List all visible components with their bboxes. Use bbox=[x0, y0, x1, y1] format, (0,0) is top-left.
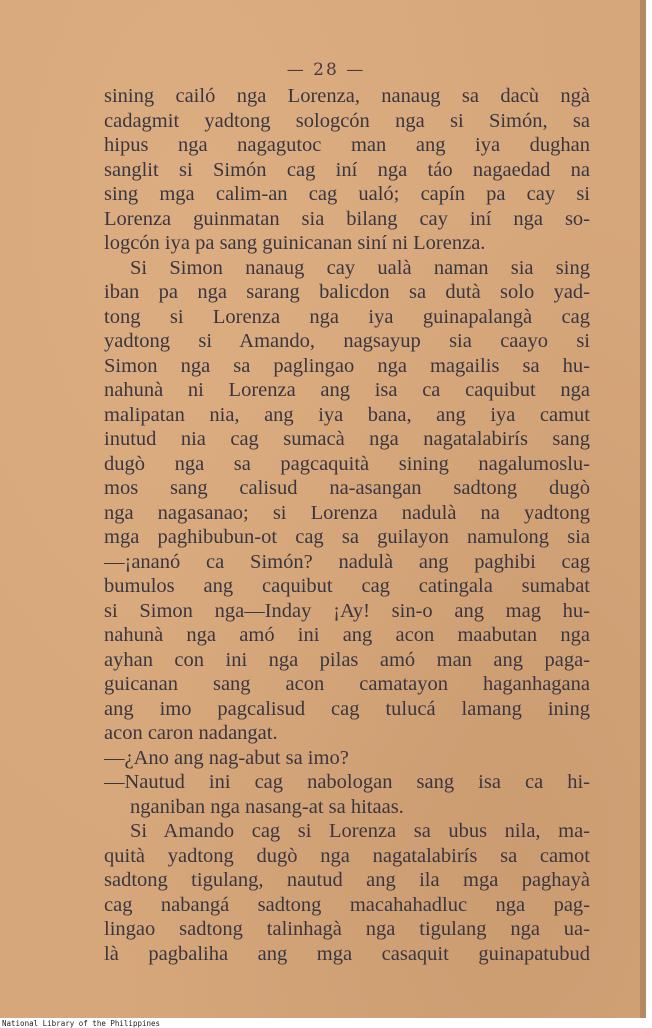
text-line: sadtong tigulang, nautud ang ila mga paghayà bbox=[104, 869, 590, 891]
text-line: lingao sadtong talinhagà nga tigulang nga ua- bbox=[104, 918, 590, 940]
text-line: malipatan nia, ang iya bana, ang iya camut bbox=[104, 403, 590, 426]
text-line: hipus nga nagagutoc man ang iya dughan bbox=[104, 134, 590, 156]
text-line: ang imo pagcalisud cag tulucá lamang ining bbox=[104, 697, 590, 720]
text-line: —¡ananó ca Simón? nadulà ang paghibi cag bbox=[104, 550, 590, 573]
text-line: là pagbaliha ang mga casaquit guinapatubud bbox=[104, 942, 590, 965]
text-line: nga nagasanao; si Lorenza nadulà na yadtong bbox=[104, 501, 590, 524]
text-line: —Nautud ini cag nabologan sang isa ca hi- bbox=[104, 771, 590, 793]
text-line: Si Simon nanaug cay ualà naman sia sing bbox=[130, 256, 590, 279]
text-line: cadagmit yadtong sologcón nga si Simón, sa bbox=[104, 109, 590, 132]
text-line: sining cailó nga Lorenza, nanaug sa dacù ngà bbox=[104, 85, 590, 107]
text-line: nahunà nga amó ini ang acon maabutan nga bbox=[104, 624, 590, 646]
library-credit: National Library of the Philippines bbox=[2, 1019, 161, 1028]
text-line: Lorenza guinmatan sia bilang cay iní nga so- bbox=[104, 207, 590, 230]
text-line: dugò nga sa pagcaquità sining nagalumoslu- bbox=[104, 452, 590, 475]
text-line: quità yadtong dugò nga nagatalabirís sa camot bbox=[104, 844, 590, 867]
text-line: tong si Lorenza nga iya guinapalangà cag bbox=[104, 305, 590, 328]
text-line: —¿Ano ang nag-abut sa imo? bbox=[104, 746, 349, 769]
text-line: nganiban nga nasang-at sa hitaas. bbox=[130, 795, 404, 818]
body-text bbox=[104, 84, 590, 966]
page-edge bbox=[640, 0, 646, 1018]
text-line: yadtong si Amando, nagsayup sia caayo si bbox=[104, 330, 590, 352]
text-line: nahunà ni Lorenza ang isa ca caquibut nga bbox=[104, 379, 590, 401]
text-line: logcón iya pa sang guinicanan siní ni Lorenza. bbox=[104, 232, 486, 254]
text-line: ayhan con ini nga pilas amó man ang paga- bbox=[104, 648, 590, 671]
text-line: guicanan sang acon camatayon haganhagana bbox=[104, 673, 590, 695]
text-line: iban pa nga sarang balicdon sa dutà solo yad- bbox=[104, 281, 590, 303]
text-line: Simon nga sa paglingao nga magailis sa hu- bbox=[104, 354, 590, 377]
text-line: mga paghibubun-ot cag sa guilayon namulong sia bbox=[104, 526, 590, 548]
text-line: inutud nia cag sumacà nga nagatalabirís sang bbox=[104, 428, 590, 450]
text-line: Si Amando cag si Lorenza sa ubus nila, ma- bbox=[130, 820, 590, 842]
text-line: cag nabangá sadtong macahahadluc nga pag- bbox=[104, 893, 590, 916]
page-number: — 28 — bbox=[286, 60, 366, 80]
text-line: sanglit si Simón cag iní nga táo nagaedad na bbox=[104, 158, 590, 181]
text-line: sing mga calim-an cag ualó; capín pa cay si bbox=[104, 183, 590, 205]
text-line: acon caron nadangat. bbox=[104, 722, 278, 744]
text-line: bumulos ang caquibut cag catingala sumabat bbox=[104, 575, 590, 597]
text-line: si Simon nga—Inday ¡Ay! sin-o ang mag hu- bbox=[104, 599, 590, 622]
text-line: mos sang calisud na-asangan sadtong dugò bbox=[104, 477, 590, 499]
